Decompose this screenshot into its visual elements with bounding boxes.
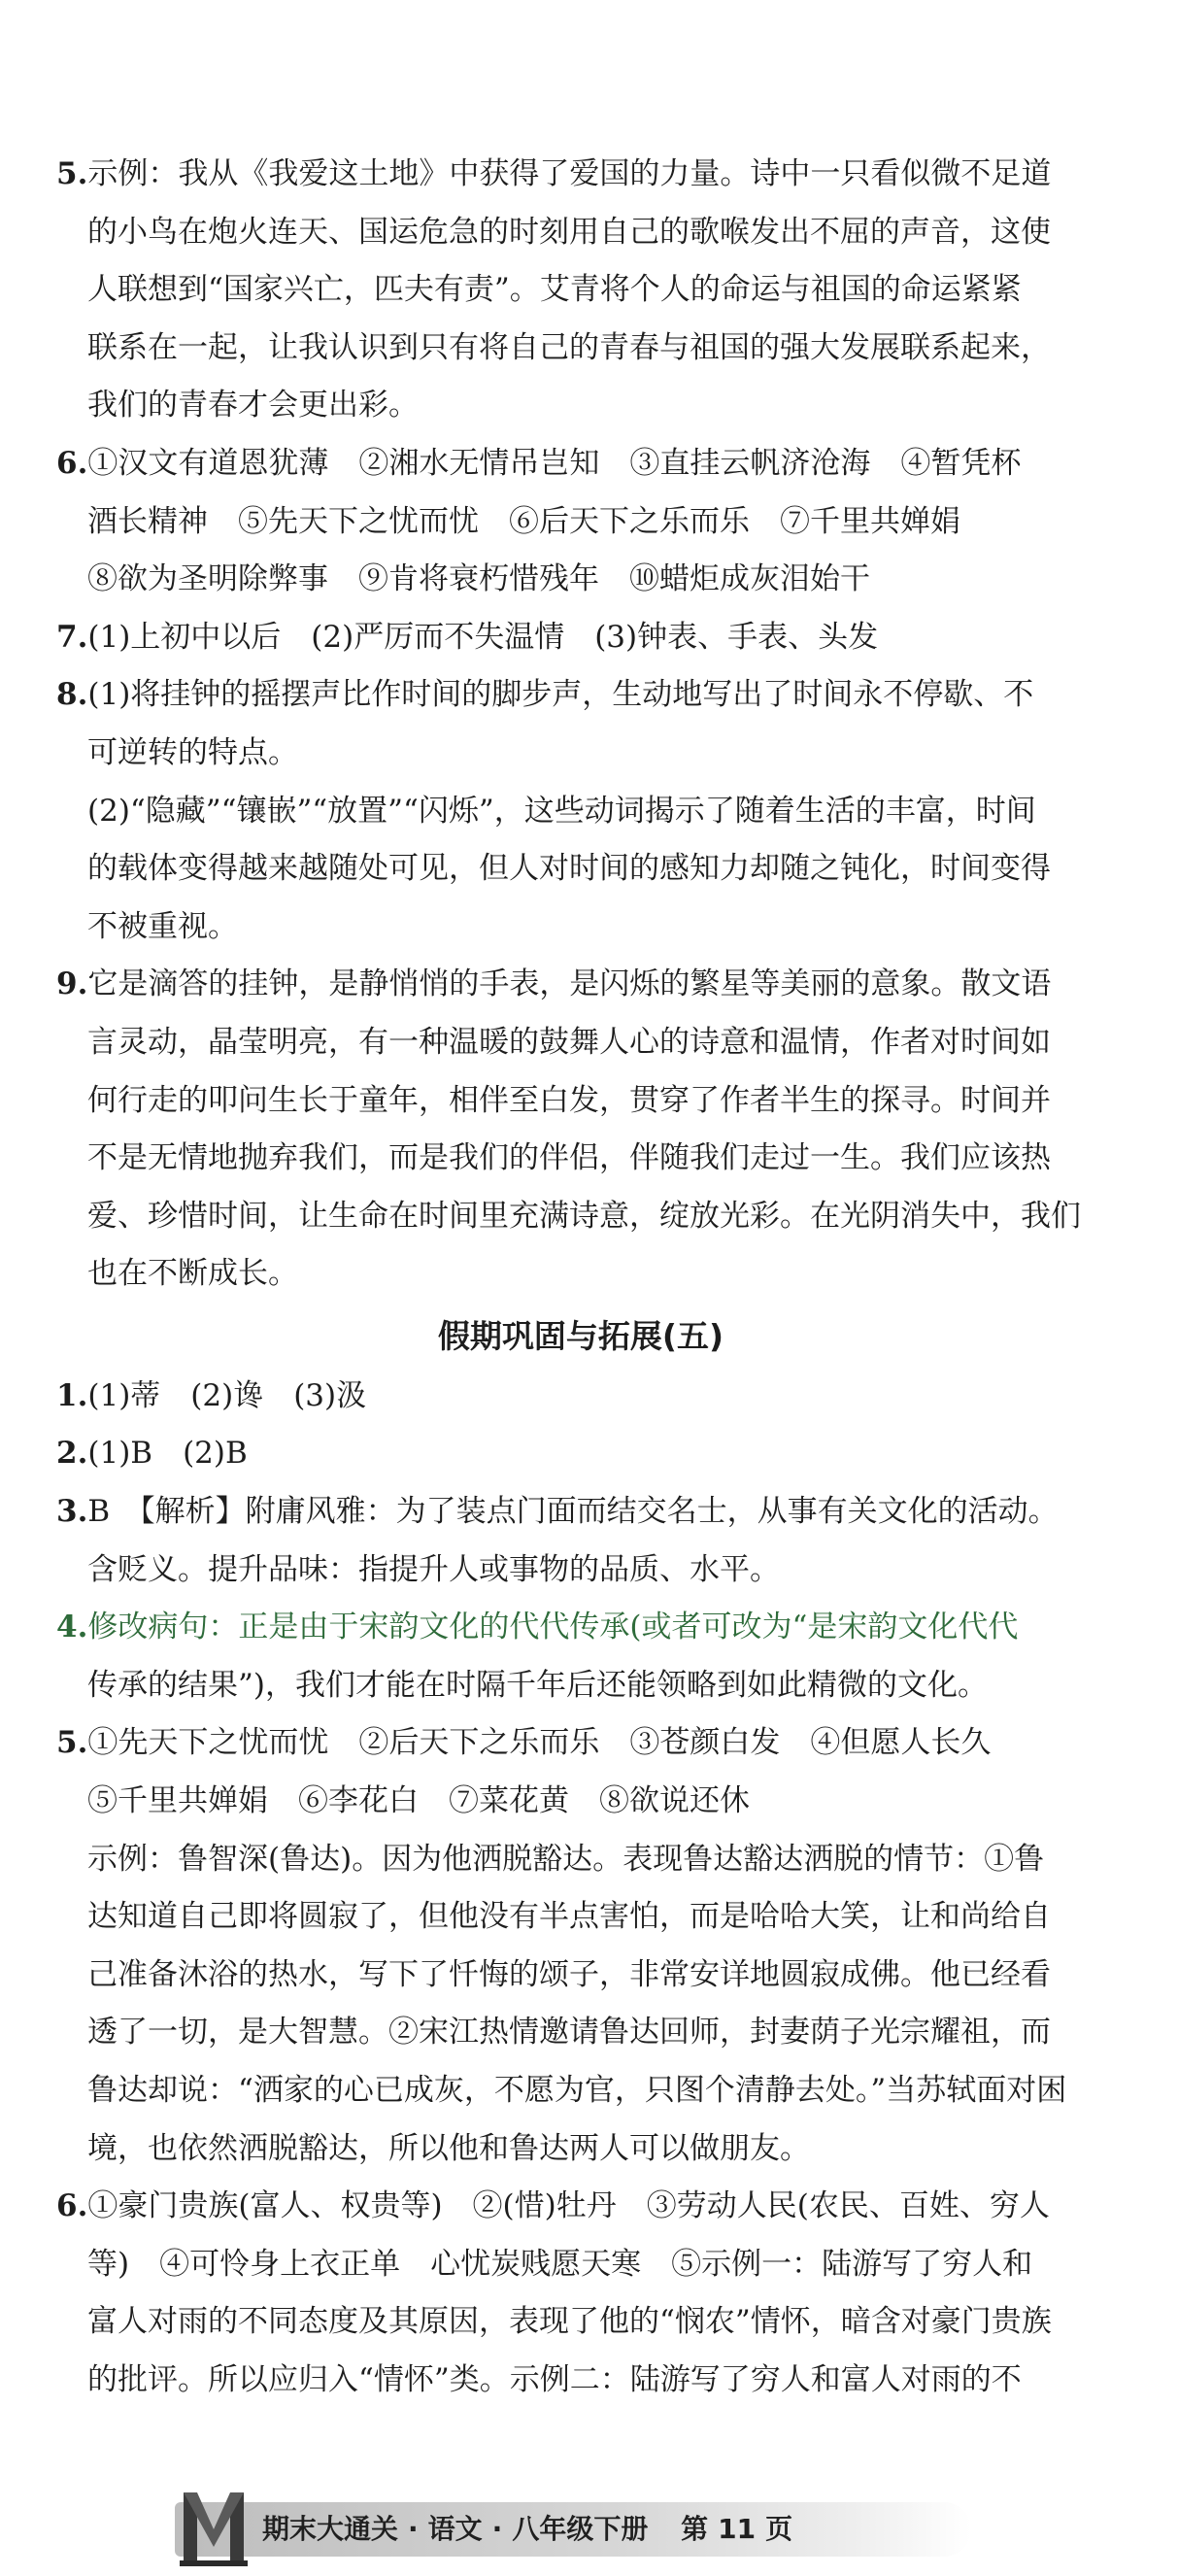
answer-text: 人联想到“国家兴亡，匹夫有责”。艾青将个人的命运与祖国的命运紧紧: [87, 272, 1022, 308]
answer-text: (2)“隐藏”“镶嵌”“放置”“闪烁”，这些动词揭示了随着生活的丰富，时间: [87, 793, 1036, 829]
footer-separator: ·: [491, 2513, 503, 2545]
answer-line: [56, 2062, 1105, 2120]
answer-text: 己准备沐浴的热水，写下了忏悔的颂子，非常安详地圆寂成佛。他已经看: [87, 1956, 1051, 1992]
answer-text: (1)将挂钟的摇摆声比作时间的脚步声，生动地写出了时间永不停歇、不: [87, 677, 1034, 713]
answer-text: 示例：鲁智深(鲁达)。因为他洒脱豁达。表现鲁达豁达洒脱的情节：①鲁: [87, 1841, 1045, 1877]
answer-text: 传承的结果”)，我们才能在时隔千年后还能领略到如此精微的文化。: [87, 1667, 988, 1703]
footer-book-title: 期末大通关: [262, 2513, 399, 2545]
answer-text: 达知道自己即将圆寂了，但他没有半点害怕，而是哈哈大笑，让和尚给自: [87, 1899, 1051, 1935]
answer-text: 联系在一起，让我认识到只有将自己的青春与祖国的强大发展联系起来，: [87, 329, 1051, 365]
question-number: 7.: [56, 619, 88, 655]
answer-text: 它是滴答的挂钟，是静悄悄的手表，是闪烁的繁星等美丽的意象。散文语: [87, 966, 1052, 1002]
answer-text: 境，也依然洒脱豁达，所以他和鲁达两人可以做朋友。: [87, 2130, 810, 2166]
answer-text: 鲁达却说：“洒家的心已成灰，不愿为官，只图个清静去处。”当苏轼面对困: [87, 2073, 1067, 2108]
book-logo-icon: [180, 2483, 248, 2570]
footer-grade: 八年级下册: [512, 2513, 649, 2545]
answer-line: [56, 1542, 1105, 1600]
answer-line: [56, 1483, 1105, 1542]
answer-text: 的小鸟在炮火连天、国运危急的时刻用自己的歌喉发出不屈的声音，这使: [87, 214, 1051, 250]
section-title: 假期巩固与拓展(五): [437, 1316, 724, 1355]
answer-text: 爱、珍惜时间，让生命在时间里充满诗意，绽放光彩。在光阴消失中，我们: [87, 1198, 1081, 1234]
answer-text: 可逆转的特点。: [87, 734, 298, 770]
answer-line: [56, 1657, 1105, 1715]
answer-line: [56, 956, 1105, 1014]
answer-line: [56, 2293, 1105, 2352]
footer-page-suffix: 页: [765, 2513, 793, 2545]
answer-text: ①汉文有道恩犹薄 ②湘水无情吊岂知 ③直挂云帆济沧海 ④暂凭杯: [87, 445, 1022, 481]
question-number: 8.: [56, 677, 88, 713]
answer-text: 透了一切，是大智慧。②宋江热情邀请鲁达回师，封妻荫子光宗耀祖，而: [87, 2015, 1051, 2051]
answer-line: [56, 2236, 1105, 2294]
answer-text: 酒长精神 ⑤先天下之忧而忧 ⑥后天下之乐而乐 ⑦千里共婵娟: [87, 503, 960, 539]
answer-text: 富人对雨的不同态度及其原因，表现了他的“悯农”情怀，暗含对豪门贵族: [87, 2304, 1052, 2340]
answer-text: 言灵动，晶莹明亮，有一种温暖的鼓舞人心的诗意和温情，作者对时间如: [87, 1024, 1051, 1060]
answer-text: 的载体变得越来越随处可见，但人对时间的感知力却随之钝化，时间变得: [87, 851, 1051, 887]
question-number: 9.: [56, 966, 88, 1002]
answer-text: 我们的青春才会更出彩。: [87, 388, 419, 424]
question-number: 5.: [56, 156, 88, 191]
answer-text: 的批评。所以应归入“情怀”类。示例二：陆游写了穷人和富人对雨的不: [87, 2361, 1022, 2397]
answer-line: [56, 2120, 1105, 2179]
answer-line: [56, 783, 1105, 841]
answer-line: [56, 898, 1105, 957]
answer-page: [56, 146, 1105, 2410]
answer-line: [56, 2178, 1105, 2236]
answer-line: [56, 2004, 1105, 2062]
answer-line: [56, 840, 1105, 898]
question-number: 6.: [56, 445, 88, 481]
answer-line: [56, 1599, 1105, 1657]
answer-text: ①豪门贵族(富人、权贵等) ②(惜)牡丹 ③劳动人民(农民、百姓、穷人: [87, 2188, 1050, 2224]
answer-text: 修改病句：正是由于宋韵文化的代代传承(或者可改为“是宋韵文化代代: [87, 1610, 1019, 1645]
answer-text: (1)上初中以后 (2)严厉而不失温情 (3)钟表、手表、头发: [87, 619, 879, 655]
answer-line: [56, 1072, 1105, 1131]
footer-subject: 语文: [427, 2513, 483, 2545]
answer-line: [56, 435, 1105, 493]
answer-text: 不是无情地抛弃我们，而是我们的伴侣，伴随我们走过一生。我们应该热: [87, 1140, 1051, 1176]
question-number: 3.: [56, 1494, 88, 1530]
answer-text: 含贬义。提升品味：指提升人或事物的品质、水平。: [87, 1551, 780, 1587]
answers-block-1: [56, 146, 1105, 1304]
answer-text: ⑧欲为圣明除弊事 ⑨肯将衰朽惜残年 ⑩蜡炬成灰泪始干: [87, 561, 870, 597]
answer-line: [56, 1425, 1105, 1483]
answer-line: [56, 261, 1105, 320]
answer-text: 也在不断成长。: [87, 1256, 298, 1292]
answer-line: [56, 1130, 1105, 1188]
footer-page-prefix: 第: [681, 2513, 709, 2545]
answer-text: B 【解析】附庸风雅：为了装点门面而结交名士，从事有关文化的活动。: [87, 1494, 1059, 1530]
question-number: 6.: [56, 2188, 88, 2224]
answer-line: [56, 1888, 1105, 1947]
answer-line: [56, 320, 1105, 378]
footer-separator: ·: [408, 2513, 419, 2545]
answer-line: [56, 1773, 1105, 1831]
question-number: 1.: [56, 1377, 88, 1413]
answer-line: [56, 1245, 1105, 1304]
answer-text: 等) ④可怜身上衣正单 心忧炭贱愿天寒 ⑤示例一：陆游写了穷人和: [87, 2246, 1033, 2282]
question-number: 4.: [56, 1610, 88, 1645]
answer-line: [56, 2352, 1105, 2410]
answer-line: [56, 1188, 1105, 1246]
answer-text: (1)B (2)B: [87, 1436, 248, 1472]
answer-text: 不被重视。: [87, 908, 238, 944]
answer-text: ①先天下之忧而忧 ②后天下之乐而乐 ③苍颜白发 ④但愿人长久: [87, 1725, 992, 1761]
answer-line: [56, 1368, 1105, 1426]
answer-line: [56, 146, 1105, 204]
answers-block-2: [56, 1368, 1105, 2410]
answer-line: [56, 725, 1105, 783]
answer-line: [56, 609, 1105, 667]
answer-line: [56, 1831, 1105, 1889]
question-number: 5.: [56, 1725, 88, 1761]
answer-line: [56, 377, 1105, 435]
answer-text: 示例：我从《我爱这土地》中获得了爱国的力量。诗中一只看似微不足道: [87, 156, 1052, 191]
question-number: 2.: [56, 1436, 88, 1472]
answer-line: [56, 1714, 1105, 1773]
answer-text: (1)蒂 (2)谗 (3)汲: [87, 1377, 367, 1413]
answer-line: [56, 1947, 1105, 2005]
footer-page-number: 11: [718, 2513, 757, 2545]
footer-caption: [262, 2510, 802, 2549]
answer-line: [56, 493, 1105, 552]
answer-line: [56, 551, 1105, 609]
answer-line: [56, 666, 1105, 725]
answer-text: 何行走的叩问生长于童年，相伴至白发，贯穿了作者半生的探寻。时间并: [87, 1082, 1051, 1118]
answer-text: ⑤千里共婵娟 ⑥李花白 ⑦菜花黄 ⑧欲说还休: [87, 1783, 750, 1819]
answer-line: [56, 1014, 1105, 1072]
answer-line: [56, 204, 1105, 262]
